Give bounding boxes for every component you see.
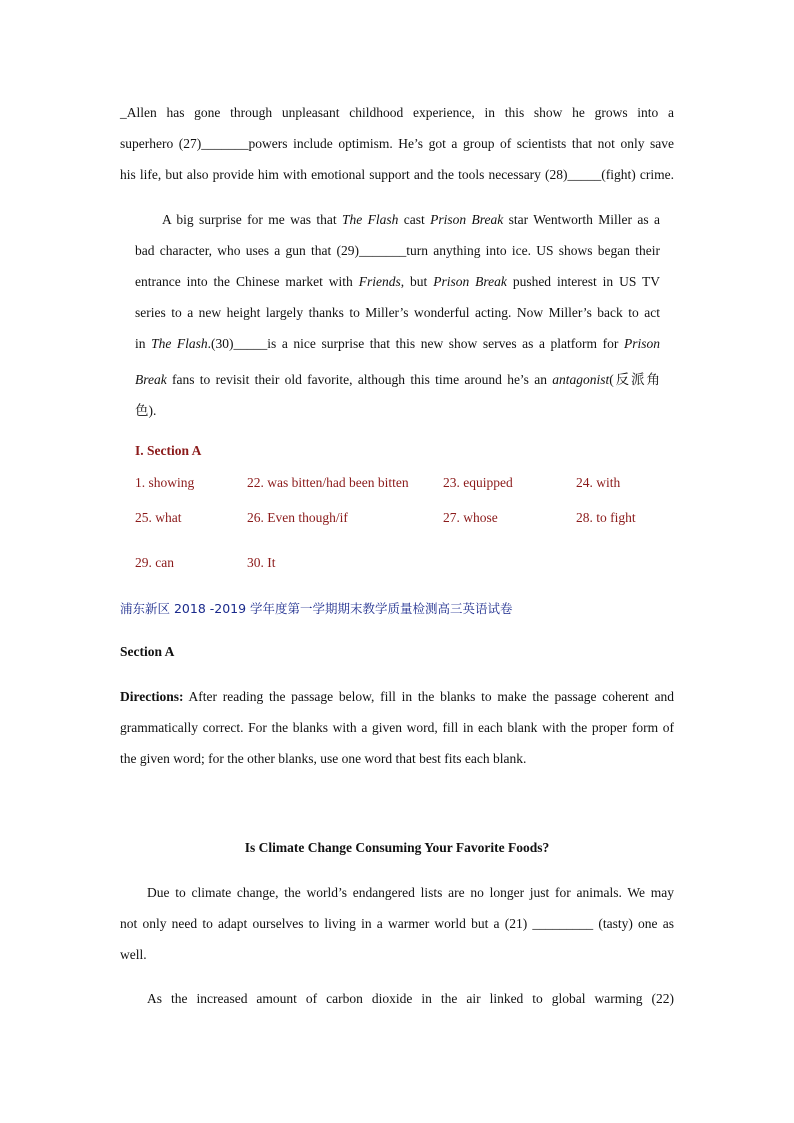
paragraph-line: 色).	[135, 403, 157, 418]
directions-line: Directions: After reading the passage below, fill in the blanks to make the passage coherent and	[120, 689, 674, 704]
passage-line: Due to climate change, the world’s endangered lists are no longer just for animals. We may	[147, 885, 674, 900]
answer-item: 25. what	[135, 510, 182, 525]
passage-title: Is Climate Change Consuming Your Favorite Foods?	[244, 840, 550, 855]
answer-item: 26. Even though/if	[247, 510, 348, 525]
answer-item: 1. showing	[135, 475, 195, 490]
paragraph-line: series to a new height largely thanks to Miller’s wonderful acting. Now Miller’s back to act	[135, 305, 660, 320]
answer-item: 24. with	[576, 475, 621, 490]
passage-line: not only need to adapt ourselves to living in a warmer world but a (21) _________ (tasty) one as	[120, 916, 674, 931]
answer-item: 28. to fight	[576, 510, 636, 525]
answer-item: 30. It	[247, 555, 276, 570]
directions-line: the given word; for the other blanks, use one word that best fits each blank.	[120, 751, 527, 766]
answer-heading: I. Section A	[135, 443, 202, 458]
paragraph-line: in The Flash.(30)_____is a nice surprise that this new show serves as a platform for Prison	[135, 336, 660, 351]
paragraph-line: entrance into the Chinese market with Friends, but Prison Break pushed interest in US TV	[135, 274, 660, 289]
passage-line: well.	[120, 947, 147, 962]
answer-item: 29. can	[135, 555, 174, 570]
passage-line: As the increased amount of carbon dioxide in the air linked to global warming (22)	[147, 991, 674, 1006]
paragraph-line: bad character, who uses a gun that (29)_______turn anything into ice. US shows began their	[135, 243, 660, 258]
paragraph-line: A big surprise for me was that The Flash cast Prison Break star Wentworth Miller as a	[162, 212, 660, 227]
paragraph-line: superhero (27)_______powers include optimism. He’s got a group of scientists that not only save	[120, 136, 674, 151]
section-heading: Section A	[120, 644, 175, 659]
answer-item: 27. whose	[443, 510, 498, 525]
paragraph-line: his life, but also provide him with emotional support and the tools necessary (28)_____(fight) crime.	[120, 167, 674, 182]
paragraph-line: Break fans to revisit their old favorite, although this time around he’s an antagonist(反派角	[135, 372, 660, 387]
paragraph-line: _Allen has gone through unpleasant childhood experience, in this show he grows into a	[120, 105, 674, 120]
directions-line: grammatically correct. For the blanks with a given word, fill in each blank with the proper form of	[120, 720, 674, 735]
exam-title: 浦东新区 2018 -2019 学年度第一学期期末教学质量检测高三英语试卷	[120, 601, 513, 616]
answer-item: 22. was bitten/had been bitten	[247, 475, 409, 490]
answer-item: 23. equipped	[443, 475, 513, 490]
